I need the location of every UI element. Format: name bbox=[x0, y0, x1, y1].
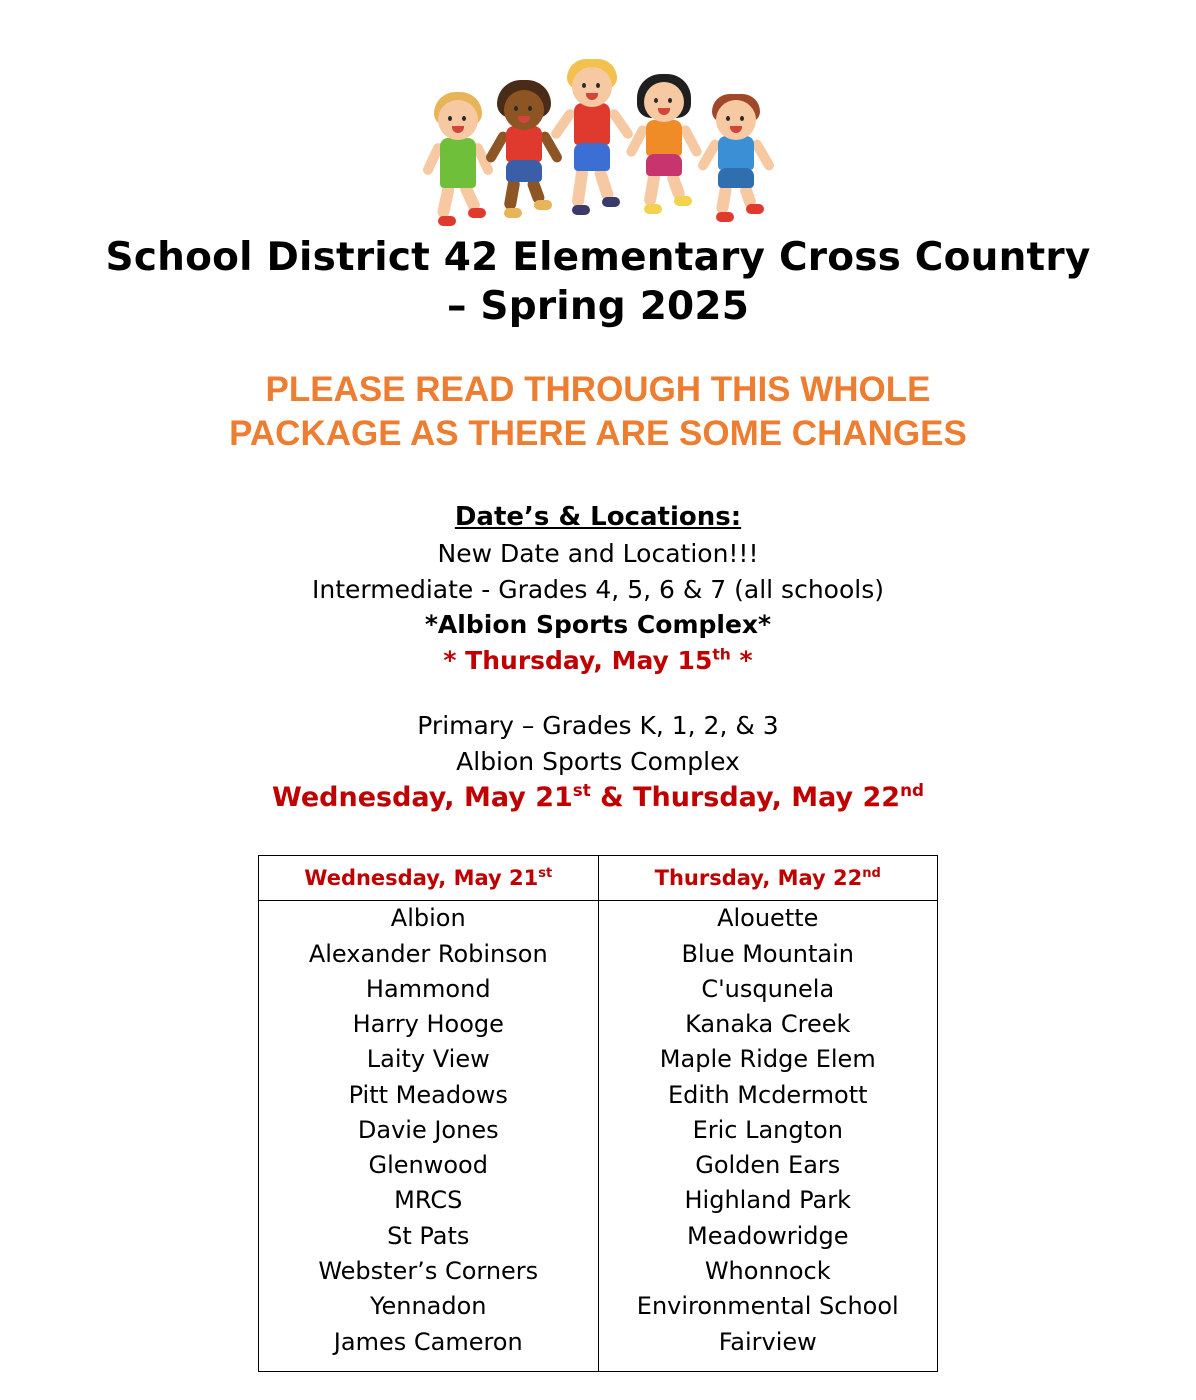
intermediate-date-suffix: * bbox=[730, 645, 753, 675]
school-name: Maple Ridge Elem bbox=[659, 1045, 876, 1074]
torso bbox=[440, 138, 476, 188]
eye-left bbox=[654, 98, 658, 103]
school-name: Whonnock bbox=[704, 1256, 831, 1285]
child-figure-3 bbox=[550, 45, 634, 230]
head bbox=[504, 90, 544, 130]
school-name: Alexander Robinson bbox=[259, 937, 599, 972]
table-row bbox=[259, 1325, 938, 1372]
eye-left bbox=[726, 116, 730, 121]
child-figure-5 bbox=[696, 92, 776, 230]
table-row bbox=[259, 1042, 938, 1077]
school-name: Golden Ears bbox=[695, 1151, 841, 1180]
school-name: Hammond bbox=[259, 972, 599, 1007]
school-name: Davie Jones bbox=[259, 1113, 599, 1148]
title-line-2: – Spring 2025 bbox=[446, 283, 750, 329]
school-name: Laity View bbox=[259, 1042, 599, 1077]
new-date-note: New Date and Location!!! bbox=[437, 539, 759, 568]
school-name: Pitt Meadows bbox=[259, 1078, 599, 1113]
eye-left bbox=[448, 116, 452, 121]
column-header-thursday-text: Thursday, May 22 bbox=[654, 866, 863, 891]
shoe-right bbox=[602, 197, 620, 207]
column-header-wednesday-ordinal: st bbox=[538, 866, 553, 882]
school-name: Alouette bbox=[717, 904, 819, 933]
shoe-left bbox=[438, 216, 456, 226]
table-head bbox=[259, 856, 938, 901]
title-line-1: School District 42 Elementary Cross Country bbox=[105, 235, 1091, 280]
intermediate-grades: Intermediate - Grades 4, 5, 6 & 7 (all schools) bbox=[312, 574, 884, 604]
eye-right bbox=[528, 106, 532, 111]
shorts bbox=[506, 160, 542, 182]
table-row bbox=[259, 1254, 938, 1289]
notice-banner bbox=[98, 368, 1098, 458]
school-name: Harry Hooge bbox=[259, 1007, 599, 1042]
page-title bbox=[73, 234, 1123, 332]
table-row bbox=[259, 1289, 938, 1324]
shoe-left bbox=[504, 208, 522, 218]
intermediate-date bbox=[0, 643, 1196, 679]
school-name: Meadowridge bbox=[687, 1221, 849, 1250]
schools-table bbox=[258, 855, 938, 1371]
eye-left bbox=[514, 106, 518, 111]
school-name: Highland Park bbox=[684, 1186, 851, 1215]
head bbox=[438, 100, 478, 140]
school-name: Yennadon bbox=[259, 1289, 599, 1324]
school-name: Albion bbox=[259, 901, 599, 937]
shoe-right bbox=[674, 196, 692, 206]
head bbox=[644, 82, 684, 122]
primary-grades: Primary – Grades K, 1, 2, & 3 bbox=[417, 711, 779, 740]
eye-right bbox=[668, 98, 672, 103]
school-name: Webster’s Corners bbox=[259, 1254, 599, 1289]
torso bbox=[646, 120, 682, 156]
school-name: Kanaka Creek bbox=[685, 1010, 851, 1039]
column-header-wednesday bbox=[259, 856, 599, 901]
shoe-left bbox=[644, 204, 662, 214]
torso bbox=[718, 136, 754, 170]
torso bbox=[574, 103, 610, 145]
schools-table-container bbox=[0, 855, 1196, 1371]
shoe-left bbox=[572, 205, 590, 215]
eye-left bbox=[582, 83, 586, 88]
school-name: Fairview bbox=[718, 1327, 817, 1356]
school-name: Blue Mountain bbox=[681, 939, 855, 968]
column-header-wednesday-text: Wednesday, May 21 bbox=[304, 866, 539, 891]
child-figure-4 bbox=[624, 70, 704, 230]
notice-line-2: PACKAGE AS THERE ARE SOME CHANGES bbox=[229, 414, 967, 454]
primary-date-2-ordinal: nd bbox=[900, 780, 924, 800]
primary-venue: Albion Sports Complex bbox=[456, 746, 740, 776]
shoe-left bbox=[716, 212, 734, 222]
table-row bbox=[259, 901, 938, 937]
dates-and-locations-section bbox=[0, 499, 1196, 817]
table-row bbox=[259, 1148, 938, 1183]
head bbox=[572, 67, 612, 107]
shorts bbox=[718, 168, 754, 188]
table-row bbox=[259, 972, 938, 1007]
spacer bbox=[0, 678, 1196, 708]
table-row bbox=[259, 937, 938, 972]
shorts bbox=[646, 154, 682, 176]
table-row bbox=[259, 1007, 938, 1042]
leg-left bbox=[643, 171, 661, 207]
primary-dates bbox=[0, 779, 1196, 817]
primary-date-1-ordinal: st bbox=[572, 780, 591, 800]
eye-right bbox=[596, 83, 600, 88]
leg-left bbox=[503, 177, 520, 211]
table-header-row bbox=[259, 856, 938, 901]
school-name: James Cameron bbox=[259, 1325, 599, 1372]
eye-right bbox=[462, 116, 466, 121]
leg-left bbox=[571, 166, 588, 207]
primary-date-2: & Thursday, May 22 bbox=[590, 782, 901, 813]
column-header-thursday bbox=[598, 856, 938, 901]
intermediate-date-text: * Thursday, May 15 bbox=[443, 645, 713, 675]
shoe-right bbox=[534, 200, 552, 210]
shorts bbox=[574, 143, 610, 171]
header-illustration bbox=[0, 0, 1196, 230]
eye-right bbox=[740, 116, 744, 121]
arm-left bbox=[549, 107, 577, 141]
primary-date-1: Wednesday, May 21 bbox=[272, 782, 573, 813]
table-row bbox=[259, 1219, 938, 1254]
dates-heading: Date’s & Locations: bbox=[454, 502, 742, 533]
school-name: C'usqunela bbox=[701, 974, 835, 1003]
intermediate-date-ordinal: th bbox=[712, 645, 731, 664]
shoe-right bbox=[746, 204, 764, 214]
shoe-right bbox=[468, 208, 486, 218]
notice-line-1: PLEASE READ THROUGH THIS WHOLE bbox=[265, 369, 931, 409]
arm-right bbox=[750, 138, 776, 172]
school-name: Edith Mcdermott bbox=[667, 1080, 868, 1109]
torso bbox=[506, 126, 542, 162]
school-name: Eric Langton bbox=[692, 1115, 843, 1144]
table-body bbox=[259, 901, 938, 1371]
school-name: St Pats bbox=[259, 1219, 599, 1254]
column-header-thursday-ordinal: nd bbox=[862, 866, 881, 882]
head bbox=[716, 100, 756, 140]
intermediate-venue: *Albion Sports Complex* bbox=[424, 610, 772, 639]
school-name: Environmental School bbox=[636, 1292, 899, 1321]
school-name: Glenwood bbox=[259, 1148, 599, 1183]
table-row bbox=[259, 1183, 938, 1218]
school-name: MRCS bbox=[259, 1183, 599, 1218]
running-children-icon bbox=[418, 45, 778, 230]
table-row bbox=[259, 1113, 938, 1148]
table-row bbox=[259, 1078, 938, 1113]
